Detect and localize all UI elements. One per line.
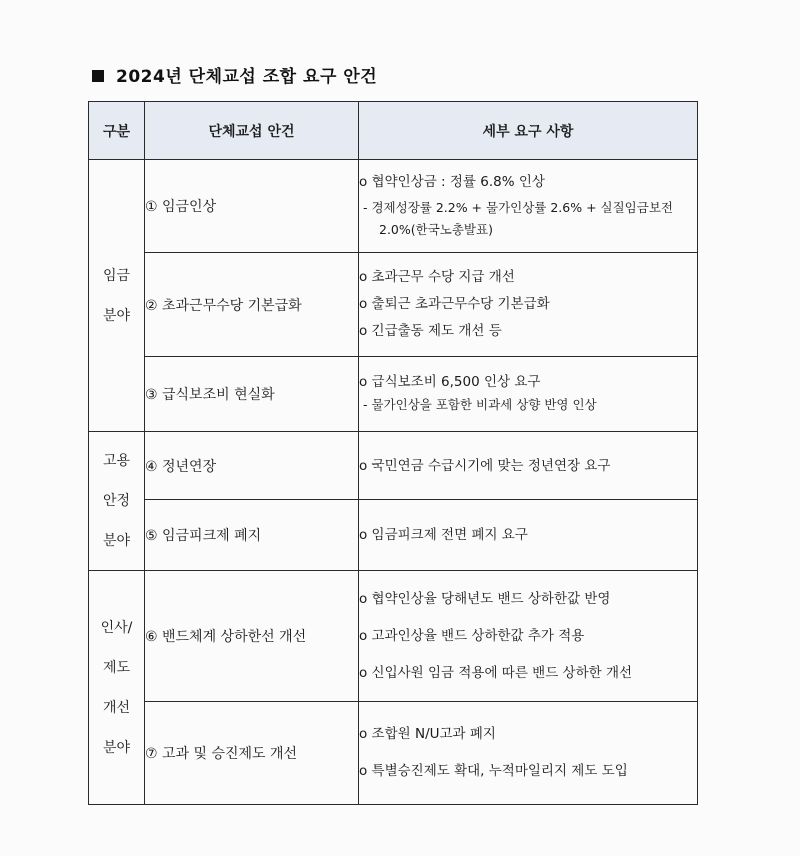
detail-line: o 조합원 N/U고과 폐지: [359, 726, 496, 742]
category-wage: 임금 분야: [89, 160, 145, 432]
detail-line: o 국민연금 수급시기에 맞는 정년연장 요구: [359, 457, 611, 474]
detail-cell: [359, 432, 698, 500]
table-row: [89, 160, 698, 253]
detail-line: o 긴급출동 제도 개선 등: [359, 323, 502, 339]
detail-line: o 고과인상율 밴드 상하한값 추가 적용: [359, 627, 585, 644]
detail-cell: [359, 702, 698, 805]
agenda-item: ⑥ 밴드체계 상하한선 개선: [145, 571, 359, 702]
square-bullet-icon: [92, 70, 104, 82]
table-row: [89, 500, 698, 571]
table-row: [89, 253, 698, 357]
detail-line: o 임금피크제 전면 폐지 요구: [359, 527, 528, 543]
detail-line: o 급식보조비 6,500 인상 요구: [359, 374, 541, 390]
detail-subline: - 물가인상을 포함한 비과세 상향 반영 인상: [363, 397, 597, 412]
detail-cell: [359, 253, 698, 357]
detail-cell: [359, 160, 698, 253]
table-row: [89, 571, 698, 702]
header-details: 세부 요구 사항: [359, 102, 698, 160]
title-text: 2024년 단체교섭 조합 요구 안건: [116, 67, 378, 87]
category-employment: 고용 안정 분야: [89, 432, 145, 571]
header-agenda: 단체교섭 안건: [145, 102, 359, 160]
agenda-item: ⑤ 임금피크제 폐지: [145, 500, 359, 571]
category-personnel: 인사/ 제도 개선 분야: [89, 571, 145, 805]
agenda-item: ② 초과근무수당 기본급화: [145, 253, 359, 357]
table-row: [89, 702, 698, 805]
table-header-row: [89, 102, 698, 160]
table-row: [89, 357, 698, 432]
detail-line: o 협약인상금 : 정률 6.8% 인상: [359, 174, 545, 190]
detail-subline: 2.0%(한국노총발표): [379, 222, 493, 237]
agenda-item: ⑦ 고과 및 승진제도 개선: [145, 702, 359, 805]
detail-cell: [359, 571, 698, 702]
table-row: [89, 432, 698, 500]
detail-line: o 협약인상율 당해년도 밴드 상하한값 반영: [359, 590, 611, 607]
agenda-item: ③ 급식보조비 현실화: [145, 357, 359, 432]
detail-subline: - 경제성장률 2.2% + 물가인상률 2.6% + 실질임금보전: [363, 200, 673, 215]
agenda-item: ④ 정년연장: [145, 432, 359, 500]
detail-line: o 초과근무 수당 지급 개선: [359, 269, 515, 285]
agenda-item: ① 임금인상: [145, 160, 359, 253]
detail-line: o 특별승진제도 확대, 누적마일리지 제도 도입: [359, 763, 628, 779]
agenda-table: [88, 101, 698, 805]
detail-cell: [359, 500, 698, 571]
header-category: 구분: [89, 102, 145, 160]
document-title: [92, 62, 377, 87]
detail-line: o 출퇴근 초과근무수당 기본급화: [359, 296, 550, 312]
detail-line: o 신입사원 임금 적용에 따른 밴드 상하한 개선: [359, 664, 633, 681]
detail-cell: [359, 357, 698, 432]
